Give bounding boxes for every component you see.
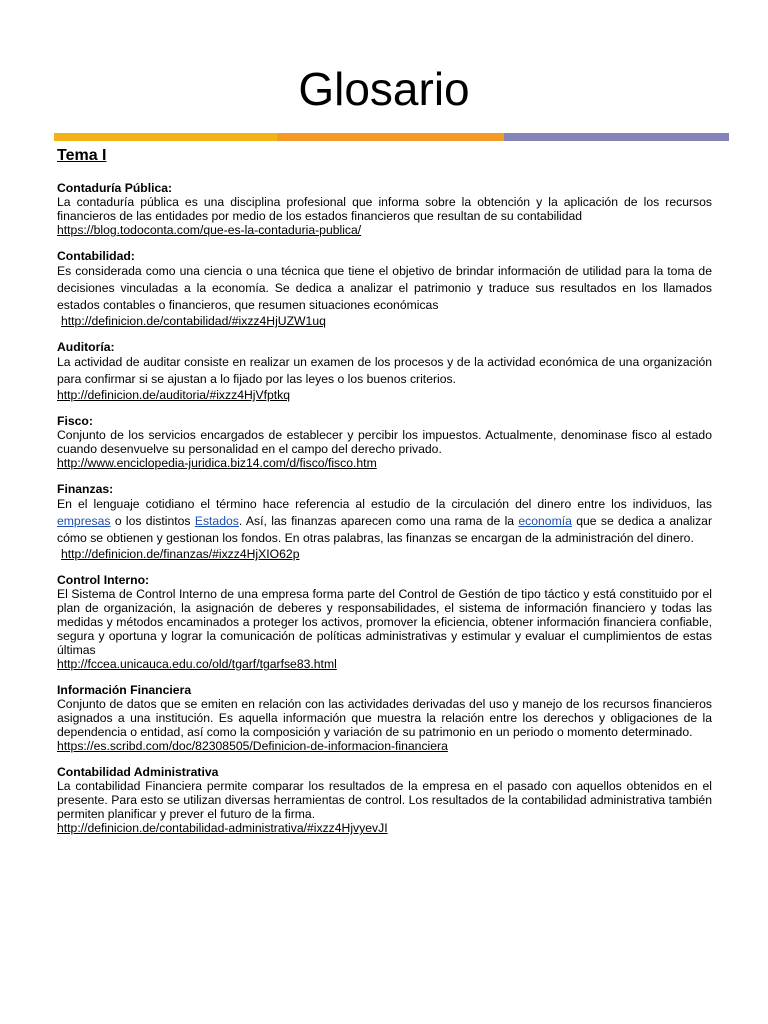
link-estados[interactable]: Estados [194, 514, 239, 528]
glossary-entry-control-interno [57, 573, 712, 671]
divider-segment-orange [277, 133, 504, 141]
definition-text: o los distintos [114, 514, 191, 528]
entry-term: Contabilidad Administrativa [57, 765, 219, 779]
glossary-content [57, 146, 712, 847]
definition-text: . Así, las finanzas aparecen como una rama de la [238, 514, 515, 528]
entry-term: Contabilidad: [57, 249, 135, 263]
entry-definition: El Sistema de Control Interno de una empresa forma parte del Control de Gestión de tipo táctico y está constituido por el plan de organización, la asignación de deberes y responsabilidades, el sistema de información financiero y todas las medidas y métodos encaminados a proteger los activos, promover la eficiencia, obtener información financiera confiable, segura y oportuna y lograr la comunicación de políticas administrativas y estimular y evaluar el cumplimientos de estas últimas [57, 587, 712, 657]
page-title: Glosario [298, 63, 470, 115]
entry-source-link[interactable]: http://fccea.unicauca.edu.co/old/tgarf/tgarfse83.html [57, 657, 337, 671]
entry-source-link[interactable]: http://definicion.de/contabilidad/#ixzz4HjUZW1uq [61, 314, 326, 328]
link-economia[interactable]: economía [518, 514, 572, 528]
definition-text: que se dedica a analizar cómo se obtienen y gestionan los fondos. En otras palabras, las finanzas se encargan de la administración del dinero. [57, 514, 713, 545]
entry-definition: Conjunto de los servicios encargados de establecer y percibir los impuestos. Actualmente, denominase fisco al estado cuando desenvuelve su personalidad en el campo del derecho privado. [57, 428, 712, 456]
glossary-entry-fisco [57, 414, 712, 470]
entry-source-link[interactable]: http://definicion.de/auditoria/#ixzz4HjVfptkq [57, 388, 291, 402]
entry-term: Control Interno: [57, 573, 150, 587]
entry-source-link[interactable]: http://definicion.de/finanzas/#ixzz4HjXIO62p [61, 547, 300, 561]
entry-definition: Es considerada como una ciencia o una técnica que tiene el objetivo de brindar información de utilidad para la toma de decisiones vinculadas a la economía. Se dedica a analizar el patrimonio y traduce sus resultados en los llamados estados contables o financieros, que resumen situaciones económicas [57, 264, 712, 312]
entry-definition: La contaduría pública es una disciplina profesional que informa sobre la obtención y la aplicación de los recursos financieros de las entidades por medio de los estados financieros que resultan de su contabilidad [57, 195, 712, 223]
definition-text: En el lenguaje cotidiano el término hace referencia al estudio de la circulación del dinero entre los individuos, las [57, 497, 712, 511]
entry-term: Auditoría: [57, 340, 115, 354]
link-empresas[interactable]: empresas [57, 514, 111, 528]
entry-definition: Conjunto de datos que se emiten en relación con las actividades derivadas del uso y manejo de los recursos financieros asignados a una institución. Es aquella información que muestra la relación entre los derechos y obligaciones de la dependencia o entidad, así como la composición y variación de su patrimonio en un periodo o momento determinado. [57, 697, 712, 739]
glossary-entry-informacion-financiera [57, 683, 712, 753]
glossary-entry-contaduria [57, 181, 712, 237]
glossary-entry-contabilidad [57, 249, 712, 328]
glossary-entry-finanzas [57, 482, 712, 561]
entry-definition: La contabilidad Financiera permite comparar los resultados de la empresa en el pasado con aquellos obtenidos en el presente. Para esto se utilizan diversas herramientas de control. Los resultados de la contabilidad administrativa también permiten planificar y prever el futuro de la firma. [57, 779, 712, 821]
entry-source-link[interactable]: http://www.enciclopedia-juridica.biz14.com/d/fisco/fisco.htm [57, 456, 377, 470]
entry-term: Fisco: [57, 414, 93, 428]
divider-segment-yellow [54, 133, 277, 141]
entry-term: Finanzas: [57, 482, 114, 496]
entry-term: Información Financiera [57, 683, 192, 697]
entry-source-link[interactable]: https://blog.todoconta.com/que-es-la-contaduria-publica/ [57, 223, 362, 237]
divider-segment-purple [504, 133, 729, 141]
title-divider [54, 133, 729, 141]
entry-source-link[interactable]: https://es.scribd.com/doc/82308505/Definicion-de-informacion-financiera [57, 739, 448, 753]
glossary-entry-contabilidad-administrativa [57, 765, 712, 835]
section-title: Tema I [57, 147, 107, 164]
entry-source-link[interactable]: http://definicion.de/contabilidad-administrativa/#ixzz4HjvyevJI [57, 821, 388, 835]
entry-term: Contaduría Pública: [57, 181, 173, 195]
entry-definition: La actividad de auditar consiste en realizar un examen de los procesos y de la actividad económica de una organización para confirmar si se ajustan a lo fijado por las leyes o los buenos criterios. [57, 355, 712, 386]
entry-definition [57, 496, 712, 547]
glossary-entry-auditoria [57, 340, 712, 402]
